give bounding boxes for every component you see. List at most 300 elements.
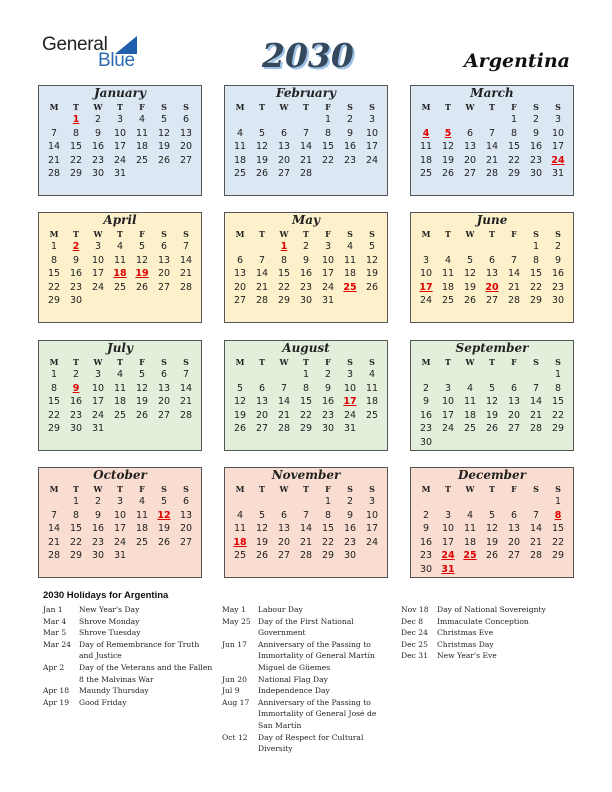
holiday-item	[222, 616, 392, 639]
day-cell: 17	[113, 523, 127, 535]
day-cell: 21	[507, 281, 521, 293]
week-row	[411, 549, 573, 563]
holiday-date: Aug 17	[222, 697, 250, 707]
day-cell: 24	[365, 536, 379, 548]
day-cell: 30	[529, 168, 543, 180]
weekday-label: S	[347, 357, 353, 367]
day-cell: 24	[441, 423, 455, 435]
day-cell: 7	[488, 127, 496, 139]
day-cell: 5	[488, 509, 496, 521]
day-cell: 17	[441, 536, 455, 548]
day-cell: 5	[160, 496, 168, 507]
day-cell: 18	[233, 154, 247, 166]
day-cell: 12	[255, 141, 269, 153]
day-cell: 31	[113, 168, 127, 180]
day-cell: 16	[91, 141, 105, 153]
weekday-label: F	[139, 357, 145, 367]
day-cell: 28	[299, 168, 313, 180]
month-october	[38, 467, 202, 578]
day-cell: 22	[321, 536, 335, 548]
holiday-item	[222, 685, 392, 697]
month-march	[410, 85, 574, 196]
day-cell: 19	[441, 154, 455, 166]
day-cell: 29	[507, 168, 521, 180]
day-cell: 15	[47, 396, 61, 408]
day-cell: 1	[510, 114, 518, 125]
week-row	[225, 267, 387, 281]
week-row	[411, 422, 573, 436]
month-november	[224, 467, 388, 578]
day-cell: 17	[321, 268, 335, 280]
day-cell: 19	[365, 268, 379, 280]
weekday-label: T	[303, 102, 309, 112]
day-cell: 13	[507, 396, 521, 408]
holiday-name: Independence Day	[258, 686, 330, 696]
week-row	[39, 549, 201, 563]
day-cell: 18	[233, 536, 247, 548]
day-cell: 8	[72, 127, 80, 139]
month-december	[410, 467, 574, 578]
day-cell: 26	[441, 168, 455, 180]
weekday-label: W	[279, 357, 289, 367]
day-cell: 31	[343, 423, 357, 435]
day-cell: 4	[116, 369, 124, 380]
weekday-label: F	[511, 229, 517, 239]
day-cell: 23	[343, 536, 357, 548]
day-cell: 17	[419, 281, 433, 293]
weekday-label: F	[139, 484, 145, 494]
weekday-header-row	[225, 228, 387, 240]
week-row	[225, 240, 387, 254]
day-cell: 31	[91, 423, 105, 435]
day-cell: 25	[113, 409, 127, 421]
day-cell: 1	[72, 496, 80, 507]
weekday-label: S	[555, 102, 561, 112]
day-cell: 5	[444, 127, 452, 139]
day-cell: 1	[72, 114, 80, 125]
holiday-item	[222, 732, 392, 755]
holiday-date: Mar 4	[43, 616, 67, 626]
month-title: April	[103, 213, 137, 227]
day-cell: 21	[47, 536, 61, 548]
day-cell: 30	[419, 436, 433, 448]
day-cell: 1	[280, 241, 288, 252]
month-title: October	[93, 468, 147, 482]
holiday-date: Nov 18	[401, 605, 429, 614]
day-cell: 9	[324, 382, 332, 394]
day-cell: 21	[179, 268, 193, 280]
weekday-label: M	[49, 357, 59, 367]
weekday-label: T	[445, 102, 451, 112]
week-row	[411, 536, 573, 550]
weekday-label: S	[183, 357, 189, 367]
day-cell: 24	[343, 409, 357, 421]
day-cell: 14	[277, 396, 291, 408]
day-cell: 28	[179, 409, 193, 421]
day-cell: 3	[116, 114, 124, 125]
week-row	[225, 254, 387, 268]
week-row	[39, 140, 201, 154]
week-row	[39, 240, 201, 254]
day-cell: 14	[507, 268, 521, 280]
weekday-label: F	[325, 484, 331, 494]
empty-day-cell	[361, 422, 383, 436]
week-row	[225, 127, 387, 141]
day-cell: 3	[94, 241, 102, 252]
weekday-label: M	[421, 484, 431, 494]
weekday-label: W	[93, 484, 103, 494]
week-row	[39, 294, 201, 308]
day-cell: 24	[365, 154, 379, 166]
weekday-label: T	[489, 102, 495, 112]
weekday-label: S	[183, 229, 189, 239]
month-title: January	[94, 86, 146, 100]
day-cell: 19	[157, 141, 171, 153]
day-cell: 4	[444, 254, 452, 266]
weekday-label: T	[489, 229, 495, 239]
day-cell: 2	[422, 509, 430, 521]
weekday-header-row	[411, 483, 573, 495]
empty-day-cell	[415, 240, 437, 254]
day-cell: 29	[69, 168, 83, 180]
day-cell: 7	[280, 382, 288, 394]
day-cell: 22	[551, 536, 565, 548]
holiday-name: Anniversary of the Passing to Immortality of General José de San Martín	[258, 697, 377, 730]
holiday-item	[222, 639, 392, 674]
day-cell: 9	[94, 509, 102, 521]
week-row	[411, 154, 573, 168]
day-cell: 24	[551, 154, 565, 166]
empty-day-cell	[503, 436, 525, 450]
weekday-label: S	[161, 102, 167, 112]
week-row	[39, 422, 201, 436]
empty-day-cell	[109, 294, 131, 308]
day-cell: 15	[529, 268, 543, 280]
day-cell: 22	[551, 409, 565, 421]
day-cell: 6	[258, 382, 266, 394]
day-cell: 1	[324, 496, 332, 507]
day-cell: 12	[157, 127, 171, 139]
weekday-header-row	[411, 228, 573, 240]
day-cell: 1	[50, 369, 58, 380]
day-cell: 6	[510, 509, 518, 521]
month-august	[224, 340, 388, 451]
day-cell: 7	[182, 241, 190, 252]
day-cell: 4	[236, 509, 244, 521]
empty-day-cell	[437, 495, 459, 509]
day-cell: 9	[532, 127, 540, 139]
empty-day-cell	[459, 240, 481, 254]
holiday-date: Apr 18	[43, 686, 70, 696]
weekday-label: S	[369, 484, 375, 494]
month-title: February	[275, 86, 336, 100]
day-cell: 17	[365, 141, 379, 153]
day-cell: 25	[343, 281, 357, 293]
holiday-name: Good Friday	[79, 697, 127, 707]
week-row	[39, 127, 201, 141]
day-cell: 25	[233, 168, 247, 180]
day-cell: 5	[236, 382, 244, 394]
day-cell: 13	[507, 523, 521, 535]
month-july	[38, 340, 202, 451]
day-cell: 22	[299, 409, 313, 421]
day-cell: 23	[69, 281, 83, 293]
day-cell: 8	[554, 382, 562, 394]
day-cell: 4	[466, 382, 474, 394]
empty-day-cell	[503, 240, 525, 254]
day-cell: 23	[529, 154, 543, 166]
holiday-name: New Year's Eve	[437, 651, 497, 661]
day-cell: 10	[113, 127, 127, 139]
day-cell: 27	[157, 409, 171, 421]
day-cell: 23	[69, 409, 83, 421]
weekday-header-row	[225, 483, 387, 495]
day-cell: 6	[160, 241, 168, 252]
week-row	[411, 240, 573, 254]
day-cell: 15	[321, 523, 335, 535]
day-cell: 2	[422, 382, 430, 394]
weekday-label: M	[235, 484, 245, 494]
day-cell: 18	[135, 141, 149, 153]
day-cell: 28	[277, 423, 291, 435]
week-row	[225, 281, 387, 295]
day-cell: 1	[302, 369, 310, 380]
day-cell: 12	[233, 396, 247, 408]
weekday-header-row	[225, 356, 387, 368]
day-cell: 9	[422, 396, 430, 408]
day-cell: 3	[444, 382, 452, 394]
day-cell: 26	[157, 536, 171, 548]
day-cell: 15	[47, 268, 61, 280]
day-cell: 27	[277, 168, 291, 180]
day-cell: 21	[529, 409, 543, 421]
holiday-item	[401, 650, 571, 662]
week-row	[411, 368, 573, 382]
day-cell: 22	[507, 154, 521, 166]
day-cell: 17	[551, 141, 565, 153]
day-cell: 17	[365, 523, 379, 535]
weekday-label: T	[73, 229, 79, 239]
empty-day-cell	[131, 294, 153, 308]
weekday-label: T	[73, 357, 79, 367]
week-row	[225, 549, 387, 563]
day-cell: 6	[488, 254, 496, 266]
day-cell: 27	[255, 423, 269, 435]
day-cell: 30	[91, 168, 105, 180]
day-cell: 24	[321, 281, 335, 293]
week-row	[225, 536, 387, 550]
day-cell: 12	[135, 382, 149, 394]
month-september	[410, 340, 574, 451]
day-cell: 14	[179, 254, 193, 266]
week-row	[225, 409, 387, 423]
weekday-header-row	[39, 101, 201, 113]
week-row	[39, 281, 201, 295]
day-cell: 27	[277, 550, 291, 562]
empty-day-cell	[547, 563, 569, 577]
day-cell: 5	[258, 127, 266, 139]
day-cell: 28	[179, 281, 193, 293]
weekday-label: S	[533, 357, 539, 367]
weekday-label: S	[347, 229, 353, 239]
day-cell: 19	[255, 536, 269, 548]
week-row	[225, 113, 387, 127]
day-cell: 31	[551, 168, 565, 180]
holiday-name: Immaculate Conception	[437, 616, 529, 626]
day-cell: 21	[485, 154, 499, 166]
holiday-name: Day of the First National Government	[258, 616, 354, 638]
week-row	[225, 509, 387, 523]
weekday-label: F	[139, 229, 145, 239]
week-row	[411, 254, 573, 268]
day-cell: 3	[368, 496, 376, 507]
empty-day-cell	[295, 495, 317, 509]
empty-day-cell	[525, 436, 547, 450]
weekday-label: M	[421, 357, 431, 367]
month-title: September	[455, 341, 529, 355]
month-april	[38, 212, 202, 323]
day-cell: 3	[444, 509, 452, 521]
day-cell: 9	[94, 127, 102, 139]
day-cell: 12	[365, 254, 379, 266]
empty-day-cell	[251, 240, 273, 254]
holiday-item	[43, 662, 213, 685]
holiday-name: Shrove Monday	[79, 616, 140, 626]
weekday-label: W	[279, 484, 289, 494]
day-cell: 13	[277, 523, 291, 535]
weekday-label: W	[279, 229, 289, 239]
weekday-label: S	[555, 484, 561, 494]
day-cell: 11	[233, 523, 247, 535]
holiday-date: Mar 5	[43, 628, 67, 638]
day-cell: 8	[510, 127, 518, 139]
empty-day-cell	[339, 167, 361, 181]
day-cell: 21	[179, 396, 193, 408]
day-cell: 18	[135, 523, 149, 535]
holiday-item	[222, 604, 392, 616]
day-cell: 7	[50, 509, 58, 521]
weekday-label: S	[183, 484, 189, 494]
day-cell: 7	[258, 254, 266, 266]
empty-day-cell	[153, 422, 175, 436]
empty-day-cell	[503, 368, 525, 382]
day-cell: 23	[299, 281, 313, 293]
week-row	[225, 140, 387, 154]
day-cell: 4	[346, 241, 354, 252]
day-cell: 28	[299, 550, 313, 562]
day-cell: 7	[532, 509, 540, 521]
day-cell: 9	[346, 509, 354, 521]
empty-day-cell	[251, 495, 273, 509]
day-cell: 28	[507, 295, 521, 307]
week-row	[411, 409, 573, 423]
week-row	[39, 254, 201, 268]
empty-day-cell	[503, 563, 525, 577]
week-row	[39, 167, 201, 181]
holiday-date: May 1	[222, 605, 246, 614]
day-cell: 18	[113, 396, 127, 408]
day-cell: 16	[69, 396, 83, 408]
weekday-label: M	[235, 229, 245, 239]
day-cell: 10	[365, 127, 379, 139]
weekday-label: F	[511, 357, 517, 367]
weekday-label: W	[465, 484, 475, 494]
day-cell: 11	[113, 382, 127, 394]
weekday-label: F	[325, 102, 331, 112]
day-cell: 10	[441, 523, 455, 535]
day-cell: 15	[507, 141, 521, 153]
weekday-label: M	[49, 229, 59, 239]
day-cell: 18	[463, 536, 477, 548]
day-cell: 25	[463, 423, 477, 435]
day-cell: 13	[463, 141, 477, 153]
day-cell: 20	[157, 268, 171, 280]
day-cell: 21	[255, 281, 269, 293]
day-cell: 19	[463, 281, 477, 293]
day-cell: 16	[551, 268, 565, 280]
week-row	[411, 113, 573, 127]
empty-day-cell	[317, 167, 339, 181]
day-cell: 22	[529, 281, 543, 293]
empty-day-cell	[273, 368, 295, 382]
day-cell: 2	[302, 241, 310, 252]
weekday-label: T	[303, 229, 309, 239]
weekday-label: M	[421, 102, 431, 112]
day-cell: 30	[343, 550, 357, 562]
day-cell: 2	[72, 369, 80, 380]
day-cell: 14	[47, 523, 61, 535]
weekday-label: S	[183, 102, 189, 112]
empty-day-cell	[525, 495, 547, 509]
day-cell: 27	[157, 281, 171, 293]
day-cell: 10	[91, 254, 105, 266]
weekday-header-row	[225, 101, 387, 113]
weekday-label: T	[73, 102, 79, 112]
weekday-label: T	[445, 484, 451, 494]
empty-day-cell	[339, 294, 361, 308]
holiday-date: Jan 1	[43, 605, 63, 614]
empty-day-cell	[229, 495, 251, 509]
day-cell: 26	[135, 409, 149, 421]
day-cell: 27	[485, 295, 499, 307]
weekday-label: S	[369, 102, 375, 112]
week-row	[39, 522, 201, 536]
holiday-column	[222, 604, 392, 755]
weekday-label: T	[117, 357, 123, 367]
weekday-label: W	[93, 102, 103, 112]
day-cell: 13	[485, 268, 499, 280]
day-cell: 25	[463, 550, 477, 562]
empty-day-cell	[295, 113, 317, 127]
day-cell: 29	[69, 550, 83, 562]
generalblue-logo	[42, 34, 142, 74]
day-cell: 17	[91, 396, 105, 408]
empty-day-cell	[109, 422, 131, 436]
day-cell: 29	[277, 295, 291, 307]
week-row	[411, 267, 573, 281]
day-cell: 22	[47, 409, 61, 421]
weekday-label: T	[445, 229, 451, 239]
day-cell: 30	[299, 295, 313, 307]
day-cell: 28	[529, 550, 543, 562]
empty-day-cell	[459, 563, 481, 577]
day-cell: 8	[302, 382, 310, 394]
day-cell: 3	[94, 369, 102, 380]
weekday-header-row	[411, 356, 573, 368]
week-row	[39, 382, 201, 396]
weekday-header-row	[39, 483, 201, 495]
holiday-item	[43, 697, 213, 709]
